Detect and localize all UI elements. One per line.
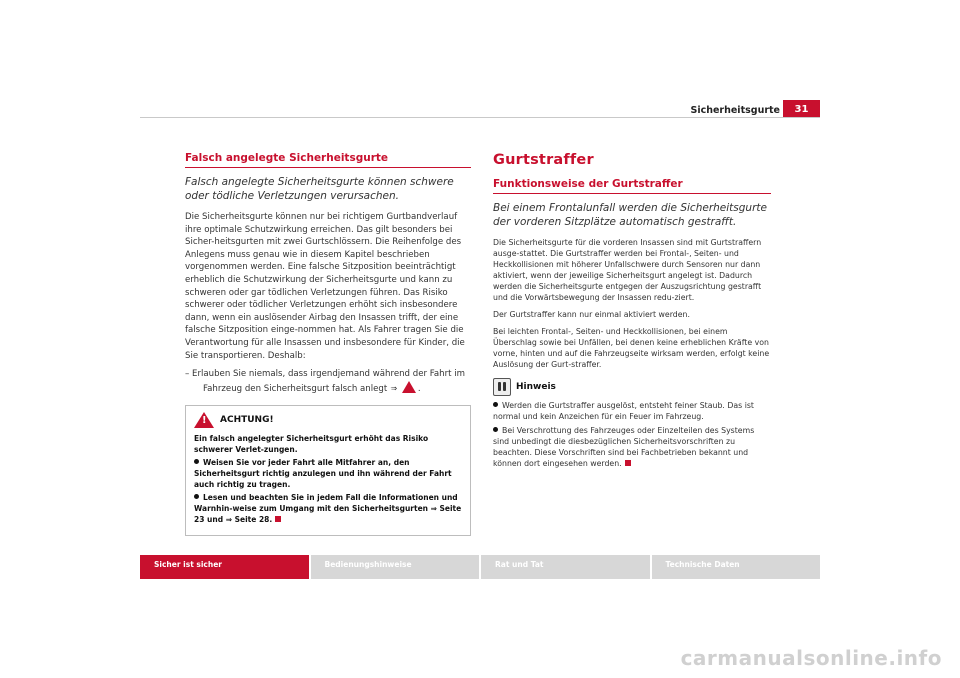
end-mark-icon — [625, 460, 631, 466]
achtung-p2 — [194, 457, 462, 490]
right-lead: Bei einem Frontalunfall werden die Sicherheitsgurte der vorderen Sitzplätze automatisch gestrafft. — [493, 202, 767, 228]
hinweis-title — [493, 378, 771, 396]
info-icon — [493, 378, 511, 396]
footer-tab-rat-und-tat[interactable]: Rat und Tat — [481, 555, 650, 579]
bullet-icon — [194, 459, 199, 464]
section-title: Sicherheitsgurte — [690, 105, 780, 116]
achtung-title — [194, 412, 462, 428]
achtung-p2-text: Weisen Sie vor jeder Fahrt alle Mitfahrer an, den Sicherheitsgurt richtig anzulegen und ihn während der Fahrt auch richtig zu tragen. — [194, 458, 452, 490]
right-p1: Die Sicherheitsgurte für die vorderen Insassen sind mit Gurtstraffern ausge-stattet. Die Gurtstraffer werden bei Frontal-, Seiten- und Heckkollisionen mit höherer Unfallschwere durch Sensoren nur dann aktiviert, wenn der jeweilige Sicherheitsgurt angelegt ist. Dadurch werden die Sicherheitsgurte entgegen der Auszugsrichtung gestrafft und die Vorwärtsbewegung der Insassen redu-ziert. — [493, 238, 762, 302]
dash-item-text: – Erlauben Sie niemals, dass irgendjemand während der Fahrt im Fahrzeug den Sicherheitsgurt falsch anlegt ⇒ — [185, 369, 466, 394]
right-column — [493, 152, 771, 472]
hinweis-b1 — [493, 400, 771, 422]
right-heading: Funktionsweise der Gurtstraffer — [493, 178, 771, 194]
hinweis-b2 — [493, 425, 771, 469]
warning-triangle-icon[interactable] — [402, 381, 416, 393]
dash-item-end: . — [417, 383, 421, 394]
achtung-title-text: ACHTUNG! — [220, 415, 274, 426]
right-p3: Bei leichten Frontal-, Seiten- und Heckkollisionen, bei einem Überschlag sowie bei Unfällen, bei denen keine erheblichen Kräfte von vorne, hinten und auf die Fahrzeugseite wirksam werden, erfolgt keine Auslösung der Gurt-straffer. — [493, 327, 770, 369]
footer-tab-technische-daten[interactable]: Technische Daten — [652, 555, 821, 579]
left-body: Die Sicherheitsgurte können nur bei richtigem Gurtbandverlauf ihre optimale Schutzwirkung erreichen. Das gilt besonders bei Sicher-heitsgurten mit zwei Gurtschlössern. Die Reihenfolge des Anlegens muss genau wie in diesem Kapitel beschrieben vorgenommen werden. Eine falsche Sitzposition beeinträchtigt erheblich die Schutzwirkung der Sicherheitsgurte und kann zu schweren oder gar tödlichen Verletzungen führen. Das Risiko schwerer oder tödlicher Verletzungen erhöht sich insbesondere dann, wenn ein auslösender Airbag den Insassen trifft, der eine falsche Sitzposition einge-nommen hat. Als Fahrer tragen Sie die Verantwortung für alle Insassen und insbesondere für Kinder, die Sie transportieren. Deshalb: — [185, 212, 465, 361]
hinweis-title-text: Hinweis — [516, 382, 556, 392]
bullet-icon — [493, 402, 498, 407]
header-rule — [140, 117, 820, 118]
footer-tab-bedienungshinweise[interactable]: Bedienungshinweise — [311, 555, 480, 579]
footer-tab-sicher-ist-sicher[interactable]: Sicher ist sicher — [140, 555, 309, 579]
hinweis-b1-text: Werden die Gurtstraffer ausgelöst, entsteht feiner Staub. Das ist normal und kein Anzeichen für ein Feuer im Fahrzeug. — [493, 401, 754, 421]
end-mark-icon — [275, 516, 281, 522]
bullet-icon — [194, 494, 199, 499]
left-lead: Falsch angelegte Sicherheitsgurte können schwere oder tödliche Verletzungen verursachen. — [185, 176, 454, 202]
hinweis-b2-text: Bei Verschrottung des Fahrzeuges oder Einzelteilen des Systems sind unbedingt die diesbezüglichen Sicherheitsvorschriften zu beachten. Diese Vorschriften sind bei Fachbetrieben bekannt und können dort eingesehen werden. — [493, 426, 755, 468]
achtung-p3-text[interactable]: Lesen und beachten Sie in jedem Fall die Informationen und Warnhin-weise zum Umgang mit den Sicherheitsgurten ⇒ Seite 23 und ⇒ Seite 28. — [194, 493, 462, 525]
left-column — [185, 152, 471, 536]
left-heading: Falsch angelegte Sicherheitsgurte — [185, 152, 471, 168]
warning-triangle-icon — [194, 412, 214, 428]
bullet-icon — [493, 427, 498, 432]
left-dash-item — [185, 368, 471, 395]
achtung-box — [185, 405, 471, 536]
achtung-p3 — [194, 492, 462, 525]
watermark: carmanualsonline.info — [680, 646, 942, 670]
right-p2: Der Gurtstraffer kann nur einmal aktiviert werden. — [493, 310, 690, 319]
footer-nav — [140, 555, 820, 579]
achtung-p1: Ein falsch angelegter Sicherheitsgurt erhöht das Risiko schwerer Verlet-zungen. — [194, 434, 429, 455]
right-title: Gurtstraffer — [493, 152, 594, 168]
page-number: 31 — [783, 100, 820, 118]
